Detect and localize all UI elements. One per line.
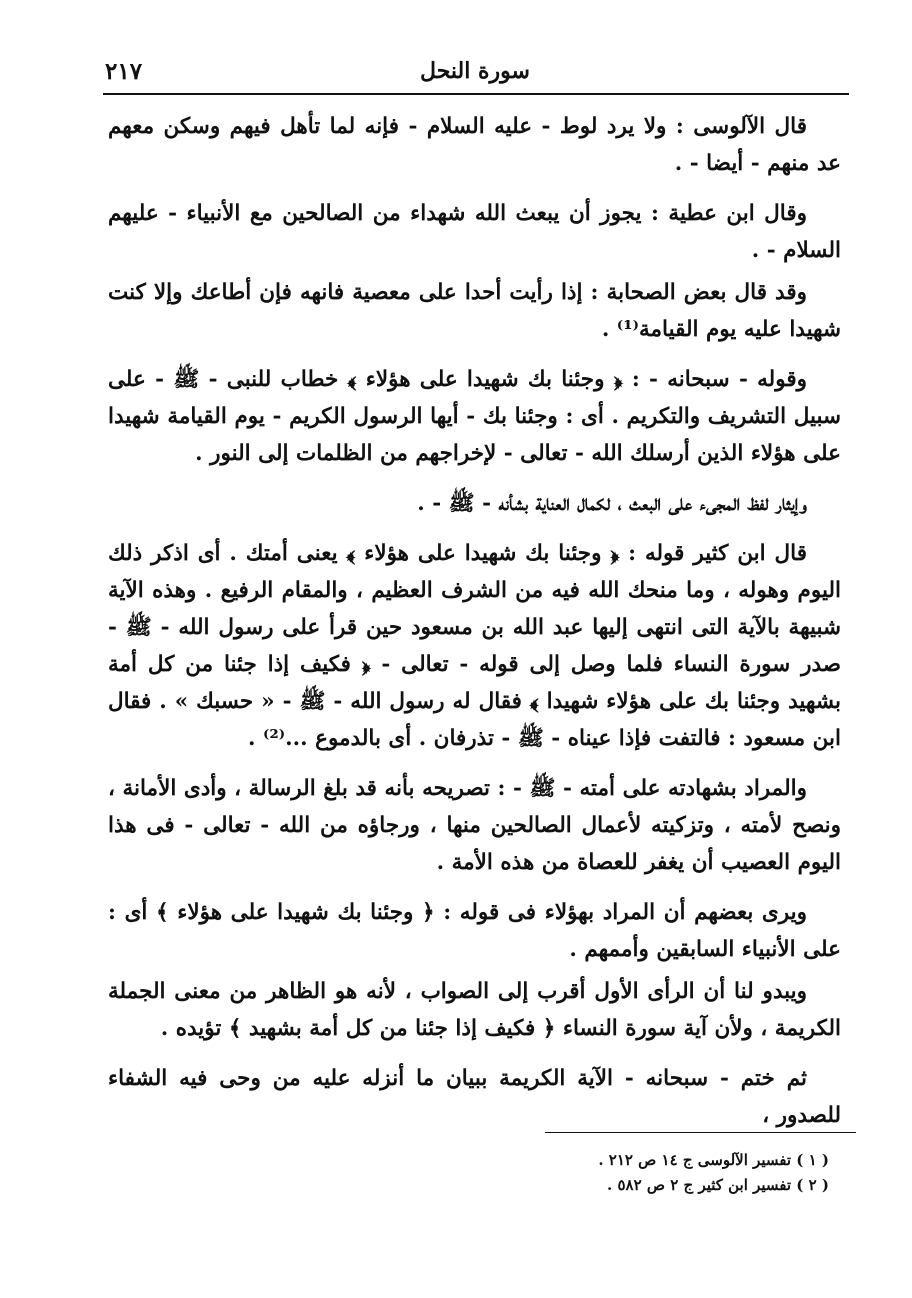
paragraph: وقوله - سبحانه - : ﴿ وجئنا بك شهيدا على هؤلاء ﴾ خطاب للنبى - ﷺ - على سبيل التشريف والتكريم . أى : وجئنا بك - أيها الرسول الكريم - يوم القيامة شهيدا على هؤلاء الذين أرسلك الله - تعالى - لإخراجهم من الظلمات إلى النور . xyxy=(108,367,841,466)
footnote-rule xyxy=(545,1132,856,1133)
paragraph: وقال ابن عطية : يجوز أن يبعث الله شهداء من الصالحين مع الأنبياء - عليهم السلام - . xyxy=(108,201,841,263)
page-number: ٢١٧ xyxy=(105,58,143,85)
paragraph: وقد قال بعض الصحابة : إذا رأيت أحدا على معصية فانهه فإن أطاعك وإلا كنت شهيدا عليه يوم القيامة⁽¹⁾ . xyxy=(108,280,841,342)
paragraph: قال ابن كثير قوله : ﴿ وجئنا بك شهيدا على هؤلاء ﴾ يعنى أمتك . أى اذكر ذلك اليوم وهوله ، وما منحك الله فيه من الشرف العظيم ، والمقام الرفيع . وهذه الآية شبيهة بالآية التى انتهى إليها عبد الله بن مسعود حين قرأ على رسول الله - ﷺ - صدر سورة النساء فلما وصل إلى قوله - تعالى - ﴿ فكيف إذا جئنا من كل أمة بشهيد وجئنا بك على هؤلاء شهيدا ﴾ فقال له رسول الله - ﷺ - « حسبك » . فقال ابن مسعود : فالتفت فإذا عيناه - ﷺ - تذرفان . أى بالدموع ...⁽²⁾ . xyxy=(108,541,841,751)
page-header xyxy=(105,58,845,88)
footnotes xyxy=(108,1148,841,1198)
main-text xyxy=(108,108,841,1147)
paragraph: والمراد بشهادته على أمته - ﷺ - : تصريحه بأنه قد بلغ الرسالة ، وأدى الأمانة ، ونصح لأمته ، وتزكيته لأعمال الصالحين منها ، ورجاؤه من الله - تعالى - فى هذا اليوم العصيب أن يغفر للعصاة من هذه الأمة . xyxy=(108,776,841,875)
paragraph: ويرى بعضهم أن المراد بهؤلاء فى قوله : ﴿ وجئنا بك شهيدا على هؤلاء ﴾ أى : على الأنبياء السابقين وأممهم . xyxy=(108,900,841,962)
header-rule xyxy=(103,93,849,95)
footnote: ( ١ ) تفسير الآلوسى ج ١٤ ص ٢١٢ . xyxy=(598,1151,829,1169)
paragraph: قال الآلوسى : ولا يرد لوط - عليه السلام - فإنه لما تأهل فيهم وسكن معهم عد منهم - أيضا - . xyxy=(108,114,841,176)
surah-title: سورة النحل xyxy=(420,58,530,84)
paragraph: ثم ختم - سبحانه - الآية الكريمة ببيان ما أنزله عليه من وحى فيه الشفاء للصدور ، xyxy=(108,1066,841,1128)
paragraph: وإيثار لفظ المجىء على البعث ، لكمال العناية بشأنه - ﷺ - . xyxy=(417,491,807,516)
footnote: ( ٢ ) تفسير ابن كثير ج ٢ ص ٥٨٢ . xyxy=(607,1176,829,1194)
paragraph: ويبدو لنا أن الرأى الأول أقرب إلى الصواب ، لأنه هو الظاهر من معنى الجملة الكريمة ، ولأن آية سورة النساء ﴿ فكيف إذا جئنا من كل أمة بشهيد ﴾ تؤيده . xyxy=(108,979,841,1041)
